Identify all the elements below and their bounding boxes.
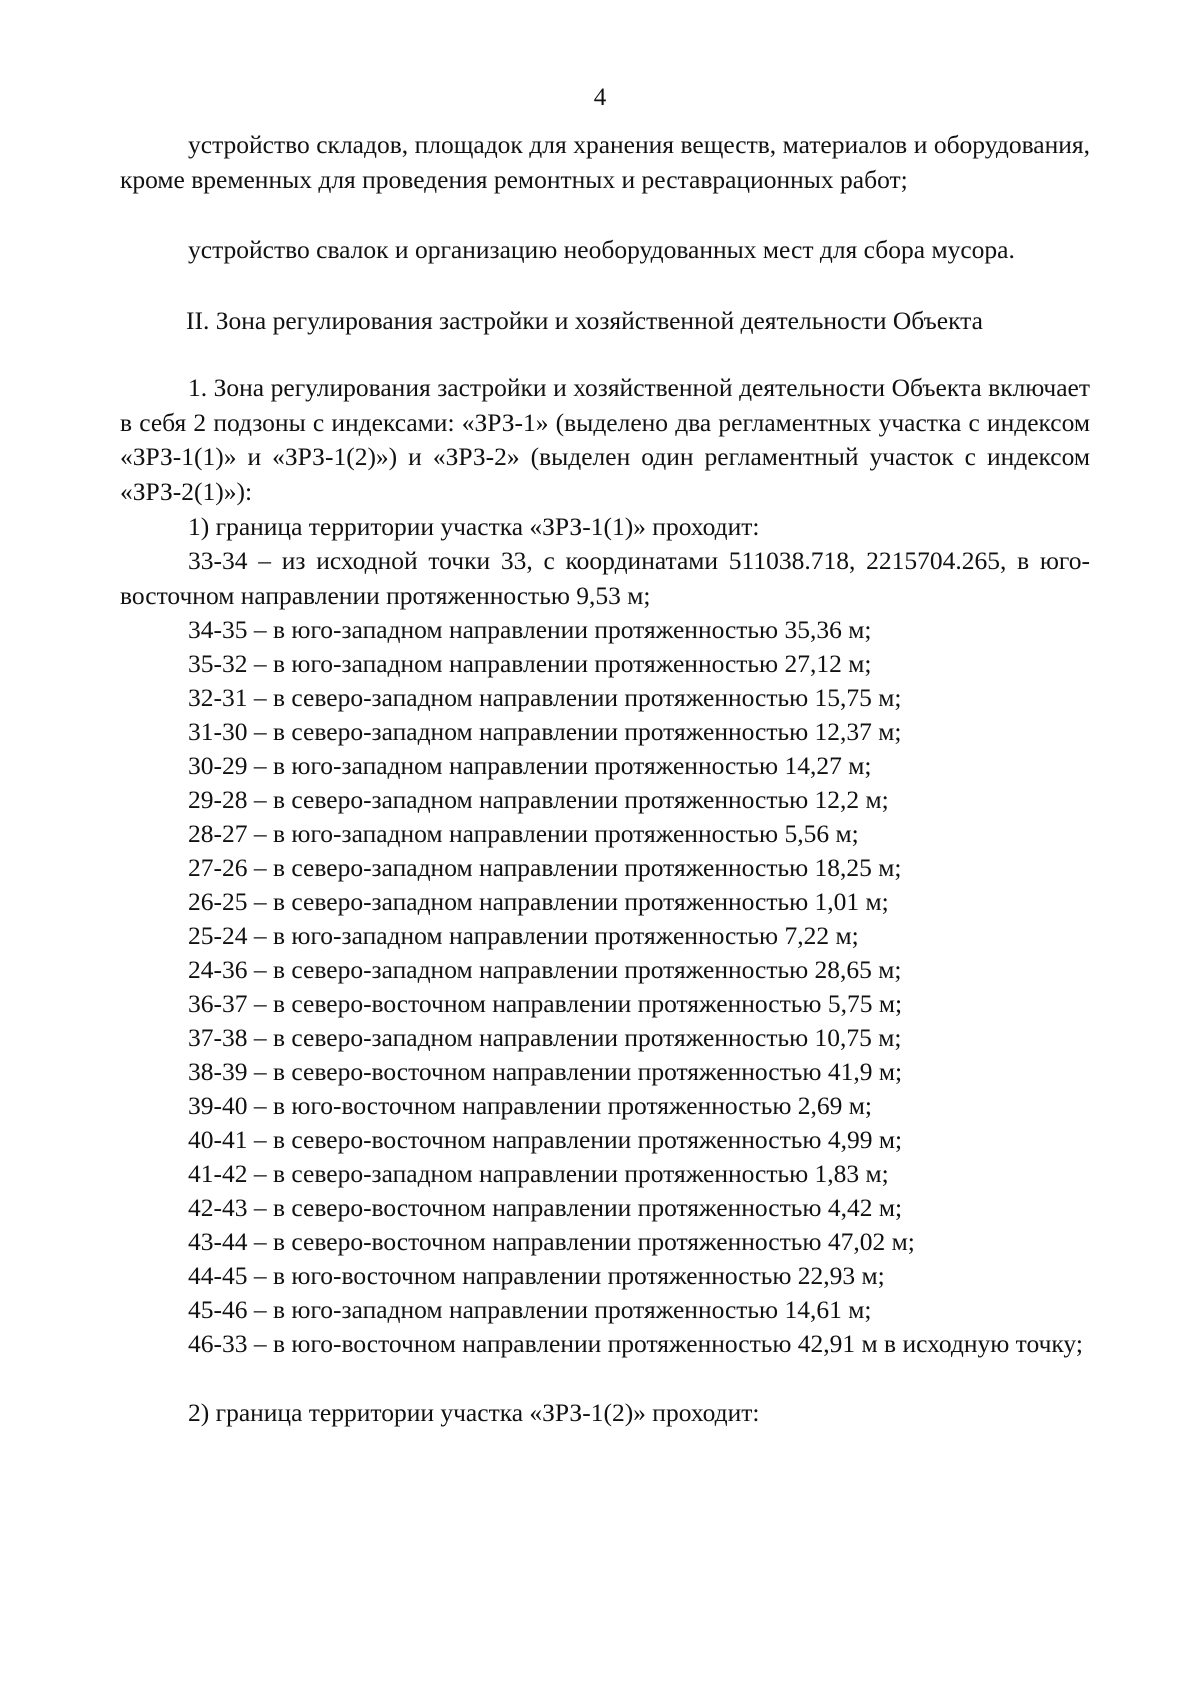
segment-line: 45-46 – в юго-западном направлении протяженностью 14,61 м; (188, 1295, 872, 1324)
segment-line: 40-41 – в северо-восточном направлении протяженностью 4,99 м; (188, 1125, 903, 1154)
paragraph-zone-description (120, 371, 1090, 509)
segment-line: 37-38 – в северо-западном направлении протяженностью 10,75 м; (188, 1023, 902, 1052)
boundary-2-title: 2) граница территории участка «ЗРЗ-1(2)» проходит: (188, 1398, 760, 1427)
segment-line: 26-25 – в северо-западном направлении протяженностью 1,01 м; (188, 887, 889, 916)
paragraph-storage-restriction (120, 128, 1090, 197)
segment-line: 31-30 – в северо-западном направлении протяженностью 12,37 м; (188, 717, 902, 746)
section-heading: II. Зона регулирования застройки и хозяйственной деятельности Объекта (186, 306, 983, 335)
paragraph-text: устройство свалок и организацию необорудованных мест для сбора мусора. (188, 235, 1015, 264)
segment-line: 36-37 – в северо-восточном направлении протяженностью 5,75 м; (188, 989, 903, 1018)
segment-line: 25-24 – в юго-западном направлении протяженностью 7,22 м; (188, 921, 859, 950)
paragraph-text: устройство складов, площадок для хранения веществ, материалов и оборудования, кроме временных для проведения ремонтных и реставрационных работ; (120, 130, 1090, 194)
segment-line: 30-29 – в юго-западном направлении протяженностью 14,27 м; (188, 751, 872, 780)
paragraph-text: 1. Зона регулирования застройки и хозяйственной деятельности Объекта включает в себя 2 подзоны с индексами: «ЗРЗ-1» (выделено два регламентных участка с индексом «ЗРЗ-1(1)» и «ЗРЗ-1(2)») и «ЗРЗ-2» (выделен один регламентный участок с индексом «ЗРЗ-2(1)»): (120, 373, 1090, 506)
segment-text: 46-33 – в юго-восточном направлении протяженностью 42,91 м в исходную точку; (188, 1329, 1083, 1358)
segment-line: 24-36 – в северо-западном направлении протяженностью 28,65 м; (188, 955, 902, 984)
segment-line: 44-45 – в юго-восточном направлении протяженностью 22,93 м; (188, 1261, 885, 1290)
segment-line: 34-35 – в юго-западном направлении протяженностью 35,36 м; (188, 615, 872, 644)
page-number: 4 (593, 84, 607, 111)
segment-line: 35-32 – в юго-западном направлении протяженностью 27,12 м; (188, 649, 872, 678)
segment-line: 42-43 – в северо-восточном направлении протяженностью 4,42 м; (188, 1193, 903, 1222)
segment-line: 27-26 – в северо-западном направлении протяженностью 18,25 м; (188, 853, 902, 882)
paragraph-dump-restriction (120, 233, 1090, 268)
segment-line: 38-39 – в северо-восточном направлении протяженностью 41,9 м; (188, 1057, 903, 1086)
segment-last (120, 1327, 1090, 1362)
segment-line: 28-27 – в юго-западном направлении протяженностью 5,56 м; (188, 819, 859, 848)
boundary-1-title: 1) граница территории участка «ЗРЗ-1(1)» проходит: (188, 512, 760, 541)
segment-line: 39-40 – в юго-восточном направлении протяженностью 2,69 м; (188, 1091, 873, 1120)
segment-line: 32-31 – в северо-западном направлении протяженностью 15,75 м; (188, 683, 902, 712)
segment-first (120, 544, 1090, 613)
segment-line: 41-42 – в северо-западном направлении протяженностью 1,83 м; (188, 1159, 889, 1188)
segment-line: 43-44 – в северо-восточном направлении протяженностью 47,02 м; (188, 1227, 915, 1256)
segment-text: 33-34 – из исходной точки 33, с координатами 511038.718, 2215704.265, в юго-восточном направлении протяженностью 9,53 м; (120, 546, 1090, 610)
segment-line: 29-28 – в северо-западном направлении протяженностью 12,2 м; (188, 785, 889, 814)
